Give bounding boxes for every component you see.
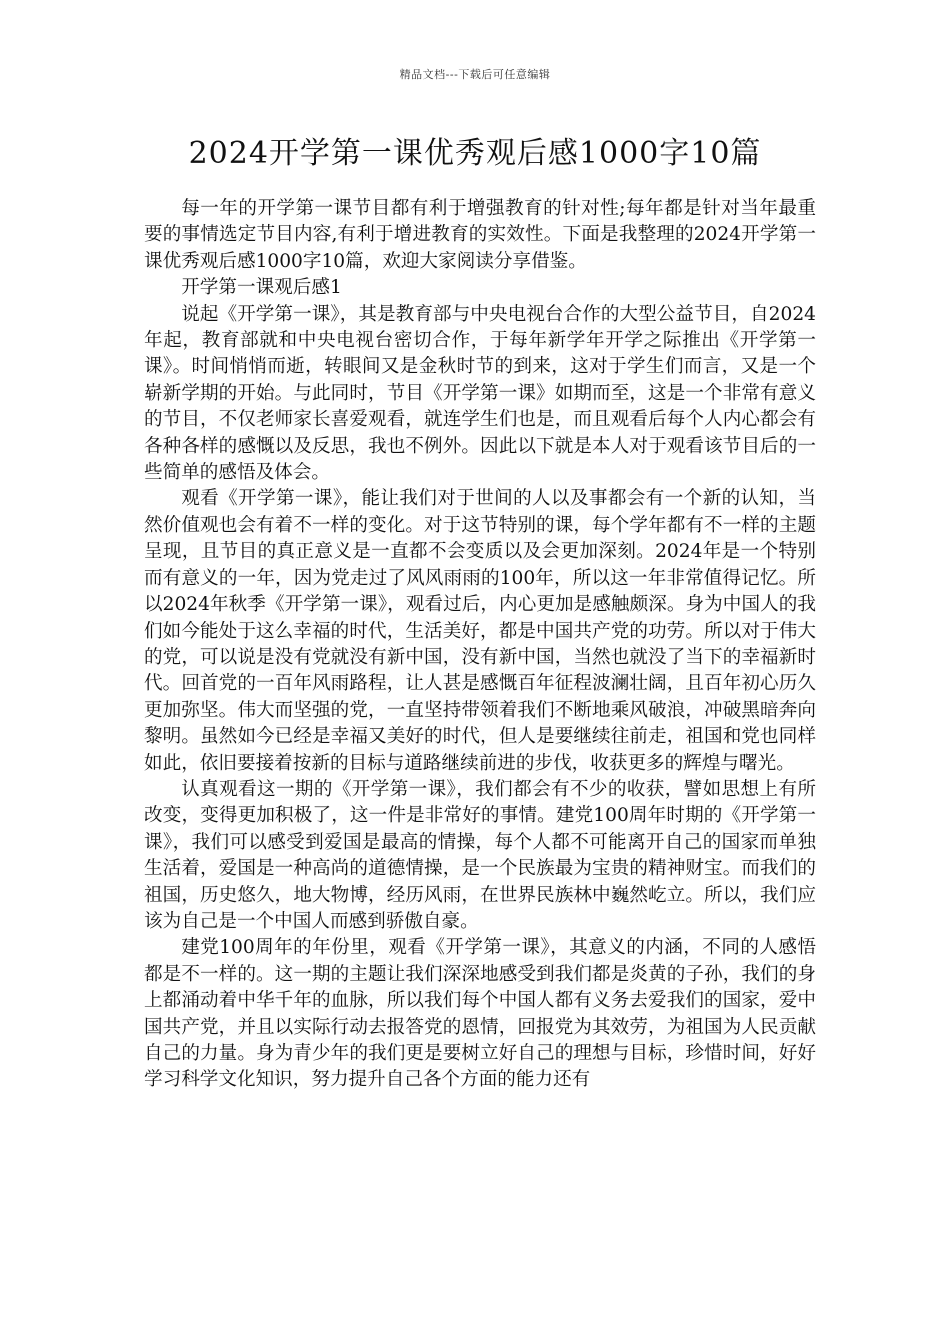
section-heading: 开学第一课观后感1 — [181, 277, 342, 299]
body-paragraph: 观看《开学第一课》，能让我们对于世间的人以及事都会有一个新的认知，当然价值观也会有着不一样的变化。对于这节特别的课，每个学年都有不一样的主题呈现，且节目的真正意义是一直都不会变质以及会更加深刻。2024年是一个特别而有意义的一年，因为党走过了风风雨雨的100年，所以这一年非常值得记忆。所以2024年秋季《开学第一课》，观看过后，内心更加是感触颇深。身为中国人的我们如今能处于这么幸福的时代，生活美好，都是中国共产党的功劳。所以对于伟大的党，可以说是没有党就没有新中国，没有新中国，当然也就没了当下的幸福新时代。回首党的一百年风雨路程，让人甚是感慨百年征程波澜壮阔，且百年初心历久更加弥坚。伟大而坚强的党，一直坚持带领着我们不断地乘风破浪，冲破黑暗奔向黎明。虽然如今已经是幸福又美好的时代，但人是要继续往前走，祖国和党也同样如此，依旧要接着按新的目标与道路继续前进的步伐，收获更多的辉煌与曙光。 — [144, 488, 816, 774]
body-paragraph: 认真观看这一期的《开学第一课》，我们都会有不少的收获，譬如思想上有所改变，变得更加积极了，这一件是非常好的事情。建党100周年时期的《开学第一课》，我们可以感受到爱国是最高的情操，每个人都不可能离开自己的国家而单独生活着，爱国是一种高尚的道德情操，是一个民族最为宝贵的精神财宝。而我们的祖国，历史悠久，地大物博，经历风雨，在世界民族林中巍然屹立。所以，我们应该为自己是一个中国人而感到骄傲自豪。 — [144, 778, 816, 932]
body-paragraph: 说起《开学第一课》，其是教育部与中央电视台合作的大型公益节目，自2024年起，教育部就和中央电视台密切合作，于每年新学年开学之际推出《开学第一课》。时间悄悄而逝，转眼间又是金秋时节的到来，这对于学生们而言，又是一个崭新学期的开始。与此同时，节目《开学第一课》如期而至，这是一个非常有意义的节目，不仅老师家长喜爱观看，就连学生们也是，而且观看后每个人内心都会有各种各样的感慨以及反思，我也不例外。因此以下就是本人对于观看该节目后的一些简单的感悟及体会。 — [144, 303, 816, 484]
document-body — [144, 196, 816, 1094]
page-title: 2024开学第一课优秀观后感1000字10篇 — [188, 136, 762, 171]
intro-paragraph: 每一年的开学第一课节目都有利于增强教育的针对性;每年都是针对当年最重要的事情选定节目内容,有利于增进教育的实效性。下面是我整理的2024开学第一课优秀观后感1000字10篇，欢迎大家阅读分享借鉴。 — [144, 198, 816, 272]
body-paragraph: 建党100周年的年份里，观看《开学第一课》，其意义的内涵，不同的人感悟都是不一样的。这一期的主题让我们深深地感受到我们都是炎黄的子孙，我们的身上都涌动着中华千年的血脉，所以我们每个中国人都有义务去爱我们的国家，爱中国共产党，并且以实际行动去报答党的恩情，回报党为其效劳，为祖国为人民贡献自己的力量。身为青少年的我们更是要树立好自己的理想与目标，珍惜时间，好好学习科学文化知识，努力提升自己各个方面的能力还有 — [144, 937, 816, 1091]
page-header-note: 精品文档---下载后可任意编辑 — [399, 68, 551, 81]
